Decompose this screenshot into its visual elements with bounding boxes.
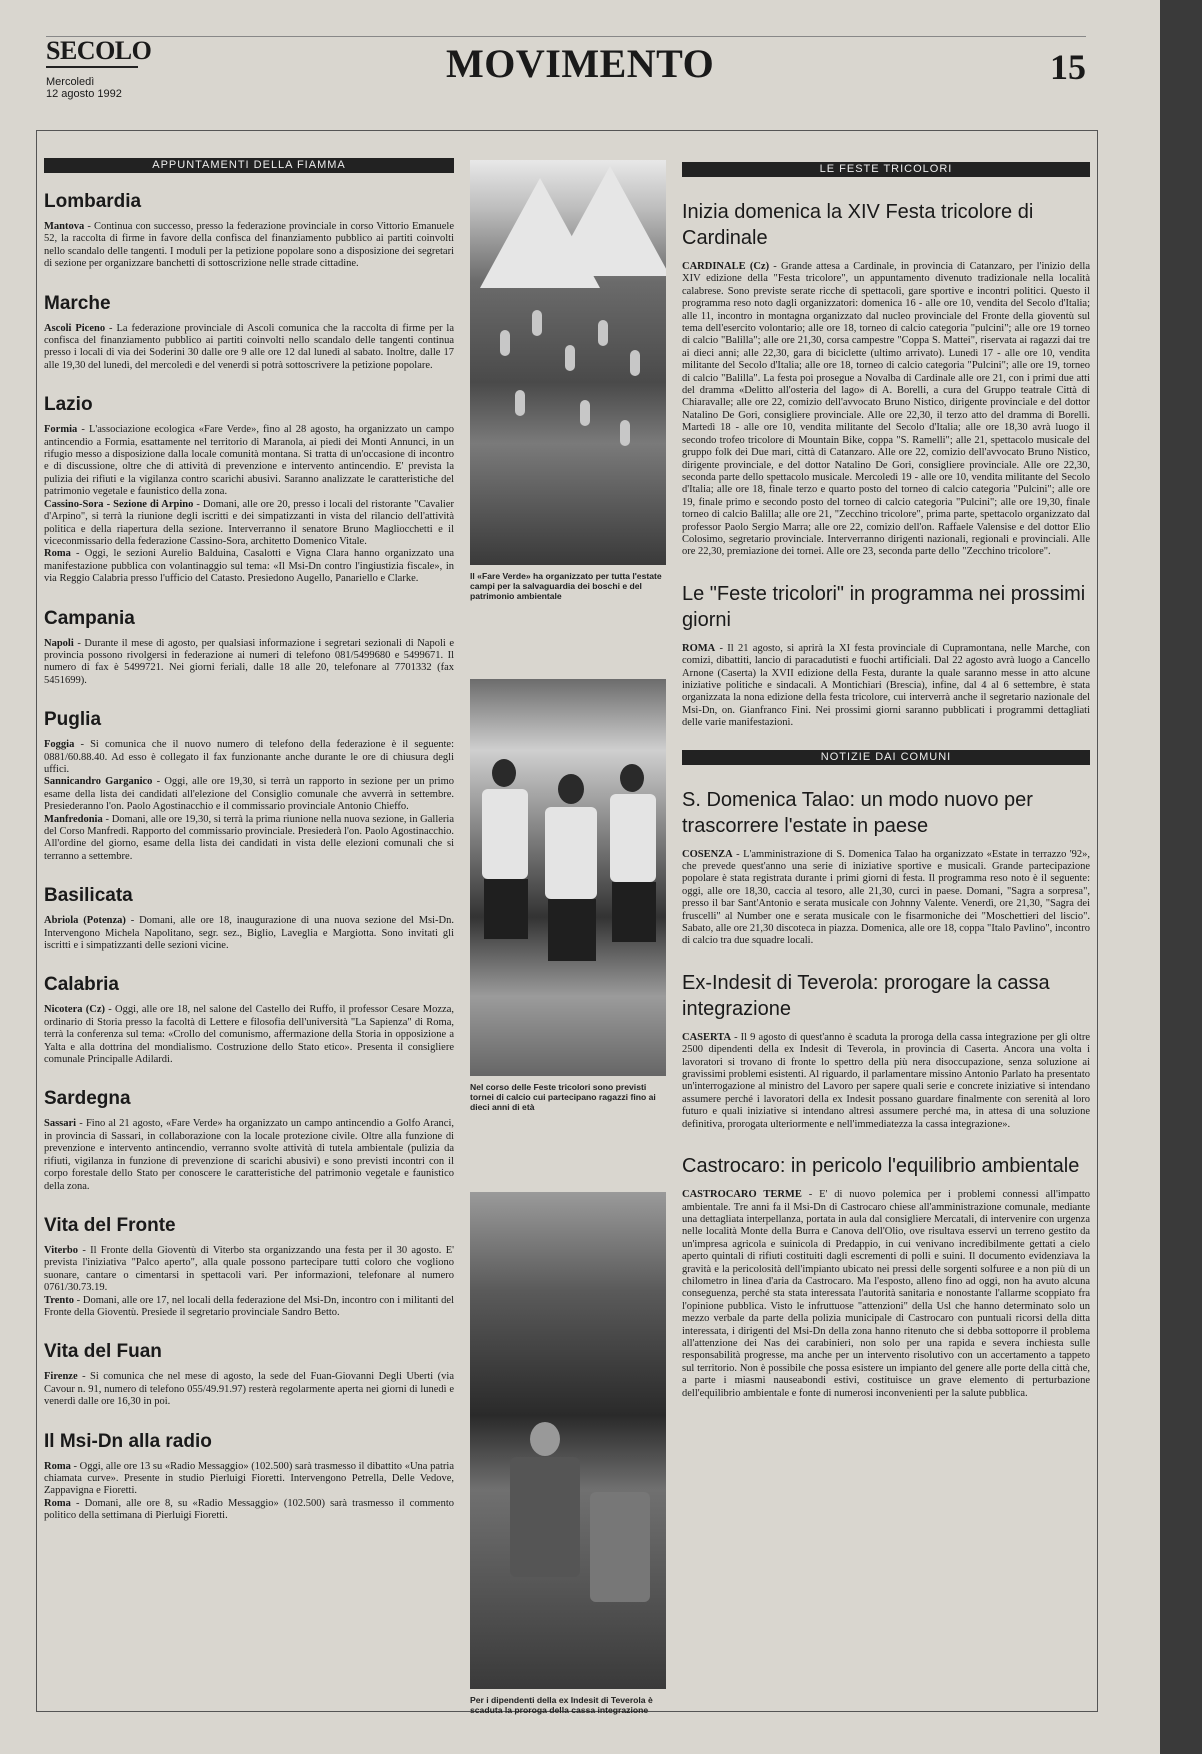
article-feste-body: ROMA - Il 21 agosto, si aprirà la XI festa provinciale di Cupramontana, nelle Marche, con comizi, dibattiti, lancio di paracadutisti e fuochi artificiali. Dal 22 agosto avrà luogo a Cancello Arnone (Caserta) la XVII edizione della Festa, durante la quale saranno messe in atto alcune iniziative politiche e sindacali. A Montichiari (Brescia), infine, dal 4 al 6 settembre, è stata organizzata la nona edizione della festa tricolore, cui interverrà anche il segretario nazionale del Msi-Dn, on. Gianfranco Fini. Nei prossimi giorni saranno pubblicati i programmi dettagliati delle varie manifestazioni. <box>682 642 1090 729</box>
flower-shape <box>630 350 640 376</box>
newspaper-logo: SECOLO <box>46 36 152 65</box>
worker-figure <box>510 1457 580 1577</box>
region-campania: Campania <box>44 607 135 629</box>
masthead <box>46 36 1086 106</box>
article-indesit-headline: Ex-Indesit di Teverola: prorogare la cassa integrazione <box>682 971 1050 1020</box>
lombardia-item: Mantova - Continua con successo, presso la federazione provinciale in corso Vittorio Emanuele 52, la raccolta di firme in favore della confisca del finanziamento pubblico ai partiti coinvolti nello scandalo delle tangenti. I moduli per la petizione popolare sono a disposizione dei segretari di sezione per organizzare banchetti di sottoscrizione nelle strade cittadine. <box>44 221 454 270</box>
fronte-item: Viterbo - Il Fronte della Gioventù di Viterbo sta organizzando una festa per il 30 agosto. E' prevista l'iniziativa "Palco aperto", alla quale possono partecipare tutti coloro che vogliono suonare, cantare o cimentarsi in spettacoli vari. Per informazioni, telefonare al numero 0761/30.73.19. Trento - Domani, alle ore 17, nel locali della federazione del Msi-Dn, incontro con i militanti del Fronte della Gioventù. Presiede il segretario provinciale Sandro Betto. <box>44 1244 454 1318</box>
region-lombardia: Lombardia <box>44 191 142 212</box>
issue-weekday: Mercoledì <box>46 76 95 88</box>
player-shirt <box>610 794 656 882</box>
mountain-peak-shape <box>550 166 666 276</box>
flower-shape <box>565 345 575 371</box>
calabria-item: Nicotera (Cz) - Oggi, alle ore 18, nel salone del Castello dei Ruffo, il professor Cesare Mozza, ordinario di Storia presso la facoltà di Lettere e filosofia dell'università "La Sapienza" di Roma, terrà la conferenza sul tema: «Crollo del comunismo, affermazione della Storia in opposizione a Yalta e alla dottrina del mondialismo. Costruzione dello Stato etico». Presenta il consigliere comunale Principalle Adilardi. <box>44 1004 454 1066</box>
issue-day: 12 agosto 1992 <box>46 88 122 100</box>
region-basilicata: Basilicata <box>44 885 133 907</box>
region-puglia: Puglia <box>44 709 102 731</box>
article-indesit-body: CASERTA - Il 9 agosto di quest'anno è scaduta la proroga della cassa integrazione per gli oltre 2500 dipendenti della ex Indesit di Teverola, in provincia di Caserta. Ancora una volta i lavoratori si trovano di fronte lo spettro della più nera disoccupazione, senza soluzione ai gravissimi problemi esistenti. Al riguardo, il parlamentare missino Antonio Parlato ha presentato un'interrogazione al ministro del Lavoro per sapere quali serie e concrete iniziative si intendano assumere perché i lavoratori della ex Indesit possano guardare finalmente con serenità al loro futuro e quali iniziative si intendano altresì assumere perché ma, in attesa di una soluzione definitiva, prorogata ulteriormente e nell'immediatezza la cassa integrazione». <box>682 1031 1090 1130</box>
player-shorts <box>548 899 596 961</box>
article-castrocaro-headline: Castrocaro: in pericolo l'equilibrio ambientale <box>682 1155 1080 1178</box>
player-head <box>620 764 644 792</box>
flower-shape <box>532 310 542 336</box>
lazio-item: Formia - L'associazione ecologica «Fare Verde», fino al 28 agosto, ha organizzato un campo antincendio a Formia, esattamente nel territorio di Maranola, ai piedi dei Monti Annunci, in un rifugio messo a disposizione dalla locale comunità montana. Si tratta di un'occasione di incontro e di discussione, oltre che di attività di prevenzione e intervento antincendio. E' prevista la pulizia dei rifiuti e la vigilanza contro scarichi abusivi. Saranno analizzate le caratteristiche del patrimonio vegetale e faunistico della zona. Cassino-Sora - Sezione di Arpino - Domani, alle ore 20, presso i locali del ristorante "Cavalier d'Arpino", si terrà la riunione degli iscritti e dei simpatizzanti in vista del rilancio dell'attività politica e della riapertura della sezione. Interverranno il senatore Bruno Magliocchetti e il viceconmissario della federazione Cassino-Sora, architetto Domenico Vitale. Roma - Oggi, le sezioni Aurelio Balduina, Casalotti e Vigna Clara hanno organizzato una manifestazione pubblica con volantinaggio sul tema: «Il Msi-Dn contro l'ingiustizia fiscale», in via Reggio Calabria presso l'ufficio del Catasto. Presiedono Augello, Panariello e Clarke. <box>44 424 454 585</box>
flower-shape <box>515 390 525 416</box>
football-boys-photo <box>470 679 666 1076</box>
flower-shape <box>620 420 630 446</box>
photo-caption-tornei: Nel corso delle Feste tricolori sono previsti tornei di calcio cui partecipano ragazzi fino ai dieci anni di età <box>470 1082 656 1112</box>
article-cardinale-headline: Inizia domenica la XIV Festa tricolore di Cardinale <box>682 201 1034 249</box>
article-talao-headline: S. Domenica Talao: un modo nuovo per trascorrere l'estate in paese <box>682 788 1033 837</box>
player-shirt <box>545 807 597 899</box>
article-castrocaro-body: CASTROCARO TERME - E' di nuovo polemica per i problemi connessi all'impatto ambientale. Tre anni fa il Msi-Dn di Castrocaro chiese all'amministrazione comunale, mediante una dettagliata interpellanza, portata in aula dal consigliere Mercatali, di intervenire con urgenza nelle località Monte della Burra e Canova dell'Olio, ove risultava esservi un terreno gestito da un'impresa agricola e suinicola di Predappio, in cui venivano incredibilmente gettati a cielo aperto quintali di rifiuti costituiti dagli escrementi di polli e suini. Il documento evidenziava la gravità e la pericolosità dell'impianto ubicato nei pressi delle sorgenti solfuree e a non più di un chilometro in linea d'aria da Castrocaro. Ma l'esposto, alleno fino ad oggi, non ha avuto alcuna conseguenza, perché sta stata interessata l'autorità sanitaria e nonostante l'allarme scoppiato fra l'opinione pubblica. Visto le infruttuose "attenzioni" della Usl che hanno determinato solo un mezzo verbale da parte della polizia municipale di Castrocaro con puntuali ricorsi della ditta interessata, i dirigenti del Msi-Dn della zona hanno ritenuto che si debba sottoporre il problema all'attenzione dei Nas dei carabinieri, non solo per una rapida e severa inchiesta sulle responsabilità progresse, ma anche per un intervento risolutivo con un accertamento a tappeto sul territorio. Non è possibile che possa esistere un impianto del genere alle porte della città che, a parte i miasmi nauseabondi estivi, costituisce un grave elemento di perturbazione dell'equilibrio ambientale e fonte di numerosi inconvenienti per la salute pubblica. <box>682 1189 1091 1399</box>
notizie-comuni-bar: NOTIZIE DAI COMUNI <box>682 750 1090 765</box>
region-radio: Il Msi-Dn alla radio <box>44 1430 212 1452</box>
player-head <box>558 774 584 804</box>
region-sardegna: Sardegna <box>44 1088 131 1110</box>
photo-caption-indesit: Per i dipendenti della ex Indesit di Teverola è scaduta la proroga della cassa integrazione <box>470 1695 653 1715</box>
player-shorts <box>612 882 656 942</box>
flower-shape <box>500 330 510 356</box>
radio-item: Roma - Oggi, alle ore 13 su «Radio Messaggio» (102.500) sarà trasmesso il dibattito «Una patria chiamata curve». Presente in studio Pierluigi Fioretti. Intervengono Petrella, Delle Vedove, Zappavigna e Fioretti. Roma - Domani, alle ore 8, su «Radio Messaggio» (102.500) sarà trasmesso il commento politico della settimana di Pierluigi Fioretti. <box>44 1460 454 1522</box>
mountain-flowers-photo <box>470 160 666 565</box>
basilicata-item: Abriola (Potenza) - Domani, alle ore 18, inaugurazione di una nuova sezione del Msi-Dn. Intervengono Michela Napolitano, segr. sez., Biglio, Laveglia e Margiotta. Sono invitati gli iscritti e i simpatizzanti delle sezioni vicine. <box>44 915 454 952</box>
region-marche: Marche <box>44 292 111 314</box>
region-calabria: Calabria <box>44 974 119 996</box>
article-cardinale-body: CARDINALE (Cz) - Grande attesa a Cardinale, in provincia di Catanzaro, per l'inizio della XIV edizione della "Festa tricolore", un appuntamento divenuto tradizionale nella località calabrese. Sono previste serate ricche di spettacoli, gare sportive e incontri politici. Questo il programma reso noto dagli organizzatori: domenica 16 - alle ore 10, vendita del Secolo d'Italia; alle 11, incontro in montagna organizzato dal nucleo provinciale del Fronte della gioventù sul tema dell'esercito volontario; alle ore 18, torneo di calcio categoria "pulcini"; alle ore 19 torneo di calcio "Balilla"; alle ore 21,30, corsa campestre "Coppa S. Mattei", riservata ai ragazzi dai tre ai dieci anni; alle 22,30, gara di biciclette (ultimo arrivato). Lunedì 17 - alle ore 10, vendita militante del Secolo d'Italia; alle ore 18, torneo di calcio categoria "Pulcini"; alle ore 19, torneo di calcio "Balilla". La festa poi prosegue a Novalba di Cardinale alle ore 21, con i primi due atti del dramma «Delitto all'osteria del lago» di A. Borelli, a cura del Gruppo teatrale Città di Chiaravalle; alle ore 22, comizio dell'avvocato Bruno Nistico, dirigente provinciale e del dottor Natalino De Gori, consigliere provinciale. Alle ore 22,30, il terzo atto del dramma di Borelli. Martedì 18 - alle ore 10, vendita militante del Secolo d'Italia; alle ore 18,30 avrà luogo il secondo trofeo tricolore di Mountain Bike, coppa "S. Ramelli"; alle 21, spettacolo musicale del gruppo folk dei Due mari, città di Catanzaro. Alle ore 22, comizio dell'avvocato Bruno Nistico, dirigente provinciale, e del dottor Natalino De Gori, consigliere provinciale. Alle ore 22,30, seconda parte dello spettacolo musicale. Mercoledì 19 - alle ore 10, vendita militante del Secolo d'Italia; alle ore 18, finale terzo e quarto posto del torneo di calcio categoria "Pulcini"; alle ore 19, finale primo e secondo posto del torneo di calcio categoria "Pulcini"; alle ore 19,30, finale torneo di calcio Balilla; alle ore 21, "Zecchino tricolore", prima parte, spettacolo organizzato dal professor Paolo Sergio Marra; alle ore 22, comizio dell'on. Raffaele Valensise e del dottor Elio Colosimo, segretario provinciale. Interverranno dirigenti nazionali, regionali e provinciali. Alle ore 22,30, premiazione dei tornei. Alle ore 23, seconda parte dello "Zecchino tricolore". <box>682 261 1090 558</box>
indesit-workers-photo <box>470 1192 666 1689</box>
article-feste-headline: Le "Feste tricolori" in programma nei prossimi giorni <box>682 582 1086 631</box>
puglia-item: Foggia - Si comunica che il nuovo numero di telefono della federazione è il seguente: 0881/60.88.40. Ad esso è collegato il fax funzionante anche durante le ore di chiusura degli uffici. Sannicandro Garganico - Oggi, alle ore 19,30, si terrà un rapporto in sezione per un primo esame della lista dei candidati all'elezione del Consiglio comunale che avverrà in settembre. Presiederanno l'on. Paolo Agostinacchio e il commissario provinciale Antonio Chieffo. Manfredonia - Domani, alle ore 19,30, si terrà la prima riunione nella nuova sezione, in Galleria del Corso Manfredi. Rapporto del commissario provinciale. Presiederà l'on. Paolo Agostinacchio. All'ordine del giorno, esame della lista dei candidati in vista delle elezioni comunali che si terranno a settembre. <box>44 739 454 862</box>
region-vita-del-fronte: Vita del Fronte <box>44 1214 176 1236</box>
flower-shape <box>598 320 608 346</box>
region-lazio: Lazio <box>44 394 93 416</box>
sardegna-item: Sassari - Fino al 21 agosto, «Fare Verde» ha organizzato un campo antincendio a Golfo Aranci, in provincia di Sassari, in collaborazione con la locale protezione civile. Oltre alla funzione di prevenzione e intervento antincendio, verranno svolte attività di tutela ambientale (pulizia da rifiuti, vigilanza in funzione di prevenzione di scarichi abusivi) e sono previsti incontri con il corpo forestale dello Stato per conoscere le caratteristiche del patrimonio vegetale e faunistico della zona. <box>44 1118 454 1192</box>
photo-caption-fare-verde: Il «Fare Verde» ha organizzato per tutta l'estate campi per la salvaguardia dei boschi e del patrimonio ambientale <box>470 571 662 601</box>
appointments-column <box>44 158 454 1523</box>
appointments-bar: APPUNTAMENTI DELLA FIAMMA <box>44 158 454 173</box>
photo-column <box>470 160 666 1715</box>
marche-item: Ascoli Piceno - La federazione provinciale di Ascoli comunica che la raccolta di firme per la confisca del finanziamento pubblico ai partiti coinvolti nello scandalo delle tangenti continua presso i locali di via dei Soderini 30 dalle ore 9 alle ore 12 dal lunedì al sabato. Inoltre, dalle 17 alle 19,30 del lunedì, del mercoledì e del venerdì si potrà sottoscrivere la petizione popolare. <box>44 322 455 371</box>
campania-item: Napoli - Durante il mese di agosto, per qualsiasi informazione i segretari sezionali di Napoli e provincia possono rivolgersi in federazione ai numeri di telefono 081/5499680 e 5499671. Il numero di fax è 5499721. Nei giorni feriali, dalle 18 alle 20, telefonare al 7701332 (fax 5451699). <box>44 637 454 686</box>
news-column <box>682 162 1090 1400</box>
issue-date <box>46 76 122 100</box>
player-head <box>492 759 516 787</box>
masthead-rule <box>46 36 1086 37</box>
flower-shape <box>580 400 590 426</box>
player-shorts <box>484 879 528 939</box>
page-number: 15 <box>1050 47 1086 87</box>
logo-rule <box>46 66 138 68</box>
article-talao-body: COSENZA - L'amministrazione di S. Domenica Talao ha organizzato «Estate in terrazzo '92», che prevede quest'anno una serie di iniziative sportive e musicali. Grande partecipazione popolare è stata registrata durante i primi giorni di festa. Il programma reso noto è il seguente: oggi, alle ore 18,30, caccia al tesoro, alle 21,30, curci in paese. Domani, "Sagra a sorpresa", presso il bar Sant'Antonio e serata musicale con Johnny Valente. Venerdì, ore 21,30, "Sagra dei fruscelli" al Number one e serata musicale con le fisarmoniche dei "Moschettieri del liscio". Sabato, alle ore 21,30 discoteca in piazza. Domenica, alle ore 18, coppa "Italo Pavlino", incontro di calcio tra due squadre locali. <box>682 848 1090 947</box>
worker-head <box>530 1422 560 1456</box>
feste-tricolori-bar: LE FESTE TRICOLORI <box>682 162 1090 177</box>
region-vita-del-fuan: Vita del Fuan <box>44 1341 162 1363</box>
fuan-item: Firenze - Si comunica che nel mese di agosto, la sede del Fuan-Giovanni Degli Uberti (via Cavour n. 91, numero di telefono 055/49.91.97) resterà regolarmente aperta nei giorni di lunedì e venerdì dalle ore 16,30 in poi. <box>44 1371 454 1408</box>
section-title: MOVIMENTO <box>446 41 715 86</box>
worker-figure <box>590 1492 650 1602</box>
player-shirt <box>482 789 528 879</box>
